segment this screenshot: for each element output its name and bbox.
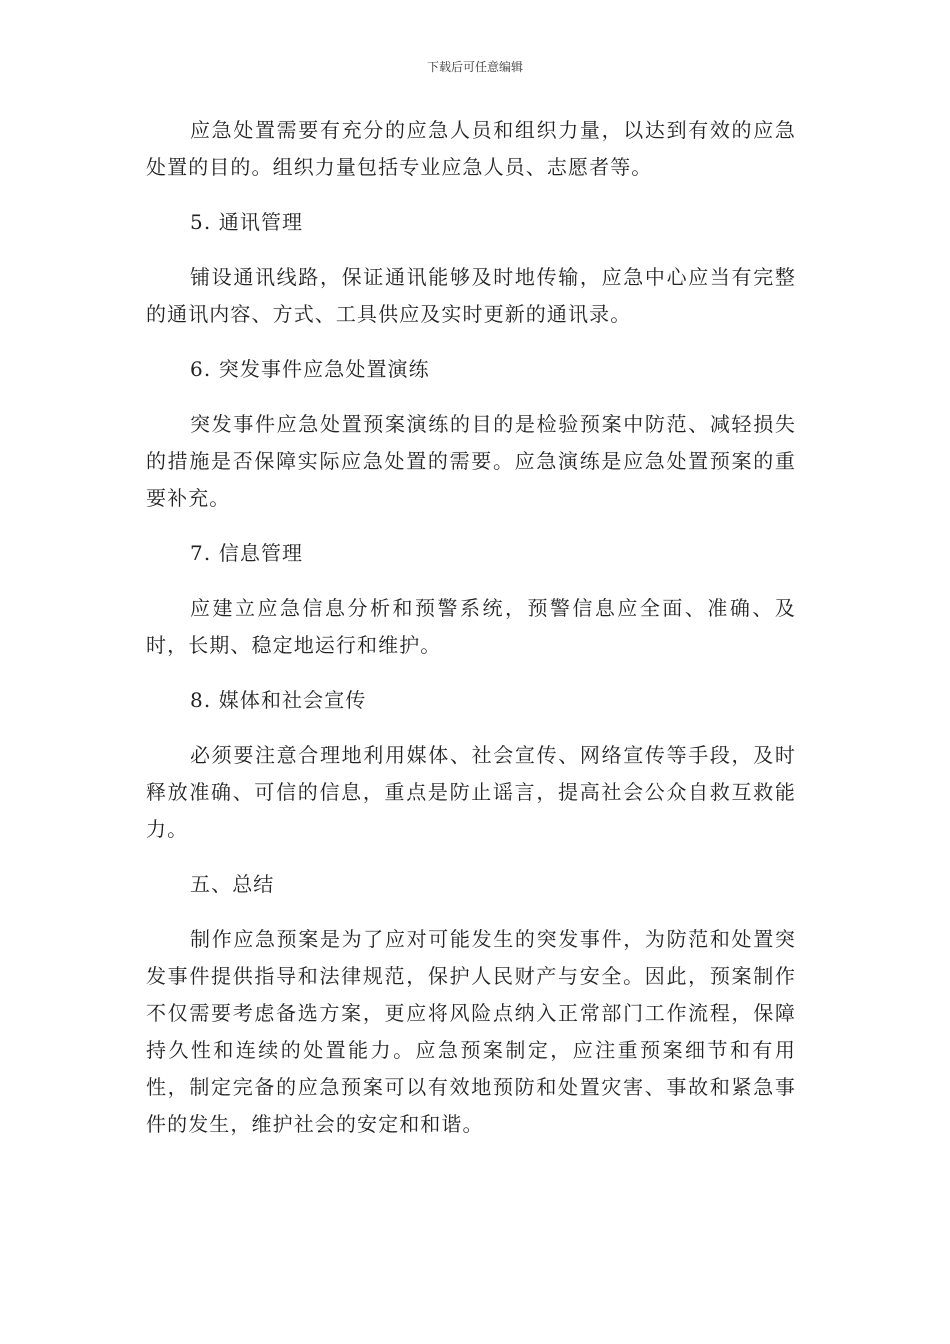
heading-information: 7. 信息管理 — [190, 541, 304, 565]
paragraph-information: 应建立应急信息分析和预警系统，预警信息应全面、准确、及时，长期、稳定地运行和维护。 — [146, 596, 796, 657]
paragraph-organization: 应急处置需要有充分的应急人员和组织力量，以达到有效的应急处置的目的。组织力量包括专业应急人员、志愿者等。 — [146, 118, 796, 179]
heading-summary: 五、总结 — [190, 872, 275, 896]
paragraph-communication: 铺设通讯线路，保证通讯能够及时地传输，应急中心应当有完整的通讯内容、方式、工具供应及实时更新的通讯录。 — [146, 265, 796, 326]
heading-drill: 6. 突发事件应急处置演练 — [190, 357, 430, 381]
paragraph-media: 必须要注意合理地利用媒体、社会宣传、网络宣传等手段，及时释放准确、可信的信息，重点是防止谣言，提高社会公众自救互救能力。 — [146, 743, 796, 841]
page-header: 下载后可任意编辑 — [426, 60, 523, 74]
heading-communication: 5. 通讯管理 — [190, 210, 304, 234]
paragraph-summary: 制作应急预案是为了应对可能发生的突发事件，为防范和处置突发事件提供指导和法律规范，保护人民财产与安全。因此，预案制作不仅需要考虑备选方案，更应将风险点纳入正常部门工作流程，保障持久性和连续的处置能力。应急预案制定，应注重预案细节和有用性，制定完备的应急预案可以有效地预防和处置灾害、事故和紧急事件的发生，维护社会的安定和和谐。 — [146, 927, 796, 1136]
paragraph-drill: 突发事件应急处置预案演练的目的是检验预案中防范、减轻损失的措施是否保障实际应急处置的需要。应急演练是应急处置预案的重要补充。 — [146, 412, 796, 510]
heading-media: 8. 媒体和社会宣传 — [190, 688, 367, 712]
document-body — [146, 112, 796, 1143]
